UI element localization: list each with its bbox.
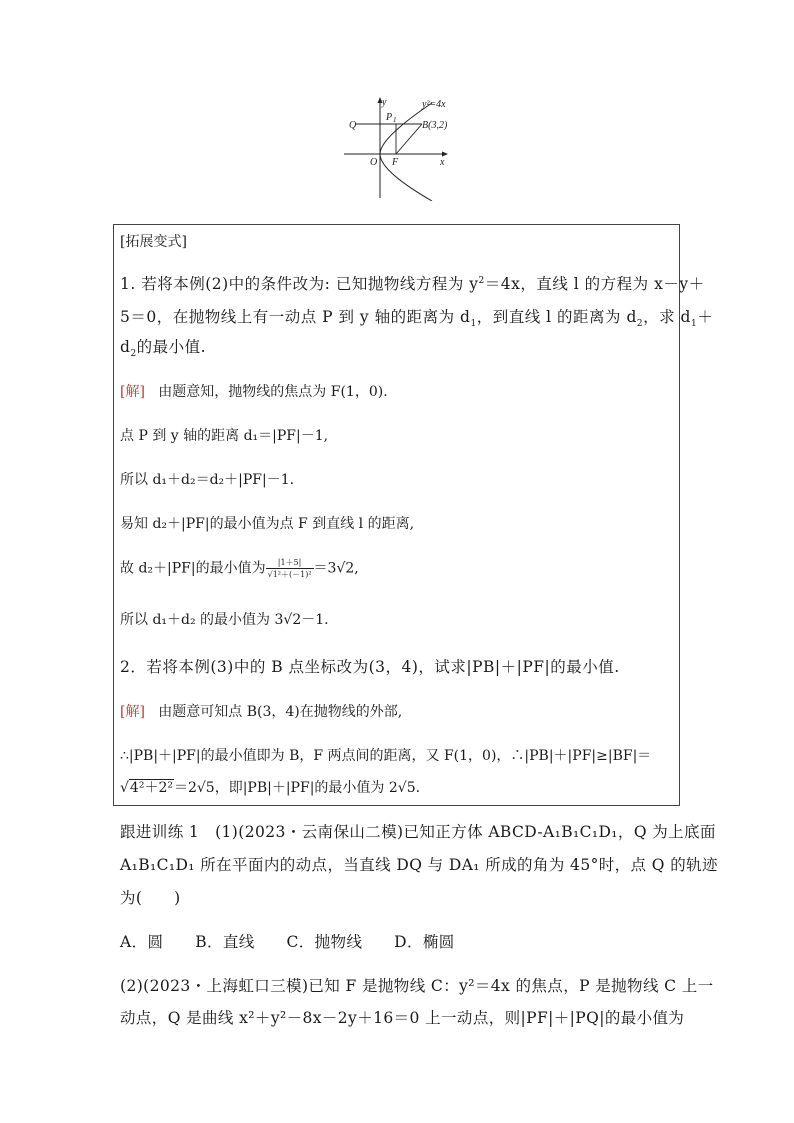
q1-line-2: 5＝0，在抛物线上有一动点 P 到 y 轴的距离为 $d_1$，到直线 l 的距离为 $d_2$，求 $d_1+$ [120, 308, 714, 330]
sol1-line-d: 易知 d₂＋|PF|的最小值为点 F 到直线 l 的距离, [120, 516, 415, 532]
practice-line-2: A₁B₁C₁D₁ 所在平面内的动点，当直线 DQ 与 DA₁ 所成的角为 45°时，点 Q 的轨迹 [120, 856, 718, 874]
sol1-line-e: 故 d₂＋|PF|的最小值为 $\frac{|1+5|}{\text{√1²＋(－1)²}}$ ＝3√2, [120, 558, 359, 579]
sol1-tag: [解] [120, 384, 145, 400]
sol2-line-b: ∴|PB|＋|PF|的最小值即为 B，F 两点间的距离，又 F(1，0)，∴|PB|＋|PF|≥|BF|＝ [120, 748, 652, 764]
practice-line-6: 动点，Q 是曲线 x²＋y²－8x－2y＋16＝0 上一动点，则|PF|＋|PQ|的最小值为 [120, 1009, 685, 1027]
origin-label: O [370, 157, 378, 168]
q-label: Q [349, 120, 357, 131]
parabola-figure [340, 93, 456, 201]
focus-label: F [392, 157, 399, 168]
sqrt-expression: 4²＋2² [129, 780, 173, 796]
sol2-line-c: √4²＋2²＝2√5，即|PB|＋|PF|的最小值为 2√5. [120, 780, 421, 796]
p1-subscript: 1 [393, 116, 397, 124]
parabola-diagram [340, 93, 456, 201]
distance-fraction: $\frac{|1+5|}{\text{√1²＋(－1)²}}$ [267, 558, 312, 579]
sol1-line-a: [解] 由题意知，抛物线的焦点为 F(1，0). [120, 384, 388, 400]
q1-line-3: $d_2$的最小值. [120, 338, 207, 360]
p1-label: P [386, 112, 393, 123]
practice-line-3: 为( ) [120, 889, 181, 907]
sol1-line-f: 所以 d₁＋d₂ 的最小值为 3√2－1. [120, 612, 329, 628]
y-axis-label: y [382, 97, 387, 108]
practice-line-1: 跟进训练 1 (1)(2023・云南保山二模)已知正方体 ABCD-A₁B₁C₁D₁，Q 为上底面 [120, 823, 716, 841]
x-axis-label: x [440, 157, 445, 168]
box-heading: [拓展变式] [120, 234, 187, 250]
sol1-line-b: 点 P 到 y 轴的距离 d₁＝|PF|－1, [120, 428, 329, 444]
q2-line: 2．若将本例(3)中的 B 点坐标改为(3，4)，试求|PB|＋|PF|的最小值. [120, 658, 620, 676]
sol2-line-a: [解] 由题意可知点 B(3，4)在抛物线的外部, [120, 704, 403, 720]
sol2-tag: [解] [120, 704, 145, 720]
b-label: B(3,2) [422, 120, 448, 131]
practice-line-5: (2)(2023・上海虹口三模)已知 F 是抛物线 C：y²＝4x 的焦点，P 是抛物线 C 上一 [120, 977, 714, 995]
extension-box [113, 224, 714, 806]
q1-line-1: 1. 若将本例(2)中的条件改为: 已知抛物线方程为 $y^2=4x$，直线 l 的方程为 x－y＋ [120, 275, 705, 293]
answer-options: A．圆 B．直线 C．抛物线 D．椭圆 [120, 933, 455, 951]
sol1-line-c: 所以 d₁＋d₂＝d₂＋|PF|－1. [120, 472, 295, 488]
curve-label: y²=4x [422, 99, 446, 110]
